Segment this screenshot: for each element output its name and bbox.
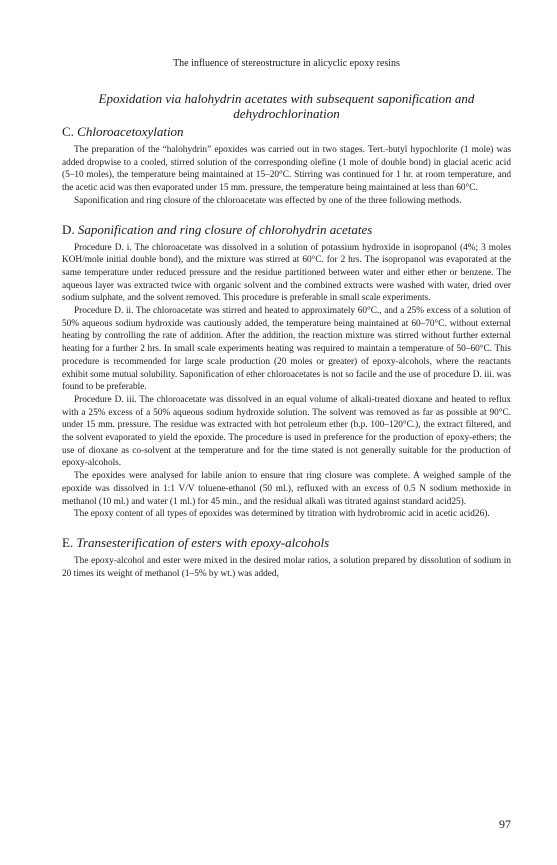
- paragraph: The epoxy content of all types of epoxides was determined by titration with hydrobromic acid in acetic acid26).: [74, 509, 490, 520]
- section-c: [62, 124, 511, 208]
- section-letter: C.: [62, 124, 74, 139]
- section-e-heading: [62, 535, 511, 551]
- page-number: 97: [499, 817, 511, 831]
- section-d: [62, 222, 511, 521]
- paragraph: Procedure D. i. The chloroacetate was dissolved in a solution of potassium hydroxide in isopropanol (4%; 3 moles KOH/mole initial double bond), and the mixture was stirred at 60°C. for 2 hrs. The isopropanol was evaporated at the same temperature under reduced pressure and the residue partitioned between water and either ether or benzene. The aqueous layer was extracted twice with organic solvent and the combined extracts were washed with water, dried over sodium sulphate, and the solvent removed. This procedure is preferable in small scale experiments.: [62, 242, 511, 304]
- section-d-heading: [62, 222, 511, 238]
- paragraph: The epoxides were analysed for labile anion to ensure that ring closure was complete. A weighed sample of the epoxide was dissolved in 1:1 V/V toluene-ethanol (50 ml.), refluxed with an excess of 0.5 N sodium methoxide in methanol (10 ml.) and water (1 ml.) for 45 min., and the residual alkali was titrated against standard acid25).: [62, 471, 511, 507]
- section-title: Transesterification of esters with epoxy-alcohols: [76, 534, 330, 550]
- section-title: Chloroacetoxylation: [77, 124, 184, 139]
- paragraph: Procedure D. ii. The chloroacetate was stirred and heated to approximately 60°C., and a 25% excess of a solution of 50% aqueous sodium hydroxide was cautiously added, the temperature being maintained at 60–70°C. without external heating by controlling the rate of addition. After the addition, the reaction mixture was stirred without further external heating for a further 2 hrs. In small scale experiments heating was required to maintain a temperature of 50–60°C. This procedure is recommended for large scale production (20 moles or greater) of epoxy-alcohols, where the reactants exhibit some mutual solubility. Saponification of ether chloroacetates is not so facile and the use of procedure D. iii. was found to be preferable.: [62, 306, 511, 393]
- paragraph: The preparation of the “halohydrin” epoxides was carried out in two stages. Tert.-butyl hypochlorite (1 mole) was added dropwise to a cooled, stirred solution of the corresponding olefine (1 mole of double bond) in glacial acetic acid (5–10 moles), the temperature being maintained at 15–20°C. Stirring was continued for 1 hr. at room temperature, and the acetic acid was then evaporated under 15 mm. pressure, the temperature being maintained at less than 60°C.: [62, 145, 511, 194]
- running-head: The influence of stereostructure in alicyclic epoxy resins: [173, 58, 400, 69]
- section-letter: E.: [62, 534, 74, 550]
- section-c-heading: [62, 124, 511, 140]
- section-letter: D.: [62, 221, 75, 237]
- paragraph: Saponification and ring closure of the chloroacetate was effected by one of the three following methods.: [74, 195, 462, 206]
- section-e: [62, 535, 511, 580]
- paragraph: The epoxy-alcohol and ester were mixed in the desired molar ratios, a solution prepared by dissolution of sodium in 20 times its weight of methanol (1–5% by wt.) was added,: [62, 555, 511, 579]
- section-title: Saponification and ring closure of chlorohydrin acetates: [77, 221, 373, 237]
- paragraph: Procedure D. iii. The chloroacetate was dissolved in an equal volume of alkali-treated dioxane and heated to reflux with a 25% excess of a 50% aqueous sodium hydroxide solution. The solvent was removed as far as possible at 90°C. under 15 mm. pressure. The residue was extracted with hot petroleum ether (b.p. 100–120°C.), the extract filtered, and the solvent evaporated to yield the epoxide. The procedure is used in preference for the production of epoxy-ethers; the use of dioxane as co-solvent at the temperature and for the time stated is not generally suitable for the production of epoxy-alcohols.: [62, 394, 511, 469]
- intro-heading: Epoxidation via halohydrin acetates with subsequent saponification and dehydrochlorination: [98, 91, 475, 121]
